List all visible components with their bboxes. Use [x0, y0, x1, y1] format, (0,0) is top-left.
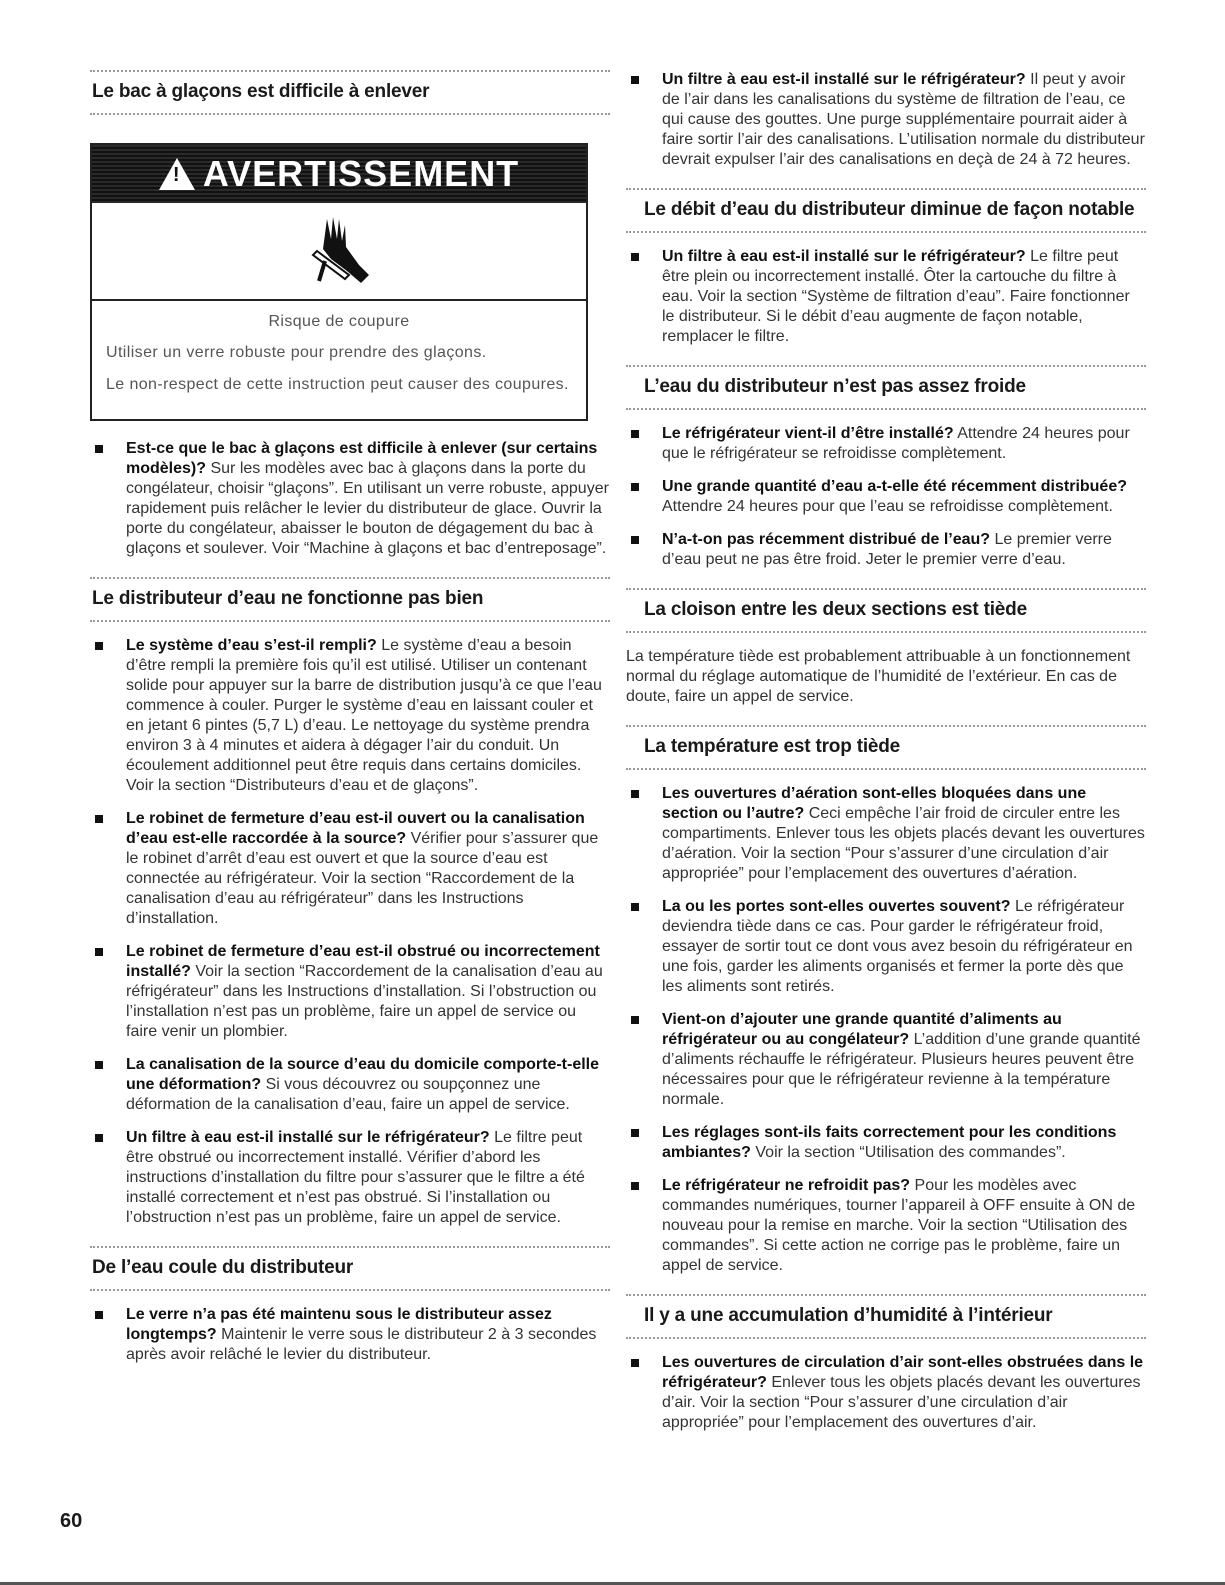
question: La ou les portes sont-elles ouvertes souvent?	[662, 898, 1011, 915]
question-list	[626, 784, 1146, 1276]
question: Le robinet de fermeture d’eau est-il obstrué ou incorrectement installé?	[126, 943, 600, 980]
answer: Attendre 24 heures pour que l’eau se refroidisse complètement.	[662, 498, 1113, 515]
section-title: Le distributeur d’eau ne fonctionne pas bien	[92, 588, 484, 609]
list-item	[90, 1128, 610, 1228]
answer: Voir la section “Raccordement de la canalisation d’eau au réfrigérateur” dans les Instructions d’installation. Si l’obstruction ou l’installation n’est pas un problème, faire un appel de service ou faire venir un plombier.	[126, 963, 603, 1040]
page-number: 60	[60, 1510, 83, 1532]
answer: Le réfrigérateur deviendra tiède dans ce cas. Pour garder le réfrigérateur froid, essayer de sortir tout ce dont vous avez besoin du réfrigérateur en une fois, garder les aliments organisés et fermer la porte dès que les aliments sont retirés.	[662, 898, 1133, 995]
question: Un filtre à eau est-il installé sur le réfrigérateur?	[662, 248, 1026, 265]
section-title: La cloison entre les deux sections est tiède	[644, 599, 1027, 620]
question: Vient-on d’ajouter une grande quantité d’aliments au réfrigérateur ou au congélateur?	[662, 1011, 1062, 1048]
warning-header	[92, 145, 586, 203]
list-item	[626, 477, 1146, 517]
cut-hand-icon	[297, 209, 381, 293]
section-title: De l’eau coule du distributeur	[92, 1257, 354, 1278]
question: Les ouvertures de circulation d’air sont-elles obstruées dans le réfrigérateur?	[662, 1354, 1144, 1391]
question: Le robinet de fermeture d’eau est-il ouvert ou la canalisation d’eau est-elle raccordée à la source?	[126, 810, 585, 847]
section-heading	[90, 577, 610, 622]
question: Les réglages sont-ils faits correctement pour les conditions ambiantes?	[662, 1124, 1117, 1161]
list-item	[626, 530, 1146, 570]
section-heading	[626, 365, 1146, 410]
question: Le réfrigérateur vient-il d’être installé?	[662, 425, 954, 442]
answer: Maintenir le verre sous le distributeur 2 à 3 secondes après avoir relâché le levier du distributeur.	[126, 1326, 597, 1363]
question-list	[90, 439, 610, 559]
answer: Attendre 24 heures pour que le réfrigérateur se refroidisse complètement.	[662, 425, 1130, 462]
answer: Il peut y avoir de l’air dans les canalisations du système de filtration de l’eau, ce qui cause des gouttes. Une purge supplémentaire pourrait aider à faire sortir l’air des canalisations. L’utilisation normale du distributeur devrait expulser l’air des canalisations en deçà de 24 à 72 heures.	[662, 71, 1145, 168]
paragraph: La température tiède est probablement attribuable à un fonctionnement normal du réglage automatique de l’humidité de l’extérieur. En cas de doute, faire un appel de service.	[626, 648, 1131, 705]
answer: Enlever tous les objets placés devant les ouvertures d’air. Voir la section “Pour s’assurer d’une circulation d’air appropriée” pour l’emplacement des ouvertures d’air.	[662, 1374, 1141, 1431]
section-heading	[626, 588, 1146, 633]
warning-box	[90, 143, 588, 421]
question: N’a-t-on pas récemment distribué de l’eau?	[662, 531, 991, 548]
list-item	[90, 942, 610, 1042]
answer: Pour les modèles avec commandes numériques, tourner l’appareil à OFF ensuite à ON de nouveau pour la remise en marche. Voir la section “Utilisation des commandes”. Si cette action ne corrige pas le problème, faire un appel de service.	[662, 1177, 1136, 1274]
question: Un filtre à eau est-il installé sur le réfrigérateur?	[662, 71, 1026, 88]
list-item	[626, 1123, 1146, 1163]
question: Le système d’eau s’est-il rempli?	[126, 637, 377, 654]
warning-icon-area	[92, 203, 586, 301]
question: Le verre n’a pas été maintenu sous le distributeur assez longtemps?	[126, 1306, 552, 1343]
section-heading	[626, 188, 1146, 233]
left-column	[90, 70, 610, 1383]
warning-title: AVERTISSEMENT	[202, 153, 520, 194]
list-item	[90, 809, 610, 929]
question: Un filtre à eau est-il installé sur le réfrigérateur?	[126, 1129, 490, 1146]
answer: Le premier verre d’eau peut ne pas être froid. Jeter le premier verre d’eau.	[662, 531, 1112, 568]
section-title: Le bac à glaçons est difficile à enlever	[92, 81, 430, 102]
section-heading	[90, 1246, 610, 1291]
list-item	[90, 1305, 610, 1365]
answer: Sur les modèles avec bac à glaçons dans la porte du congélateur, choisir “glaçons”. En utilisant un verre robuste, appuyer rapidement puis relâcher le levier du distributeur de glace. Ouvrir la porte du congélateur, abaisser le bouton de dégagement du bac à glaçons et soulever. Voir “Machine à glaçons et bac d’entreposage”.	[126, 460, 609, 557]
question: Les ouvertures d’aération sont-elles bloquées dans une section ou l’autre?	[662, 785, 1087, 822]
answer: Ceci empêche l’air froid de circuler entre les compartiments. Enlever tous les objets placés devant les ouvertures d’aération. Voir la section “Pour s’assurer d’une circulation d’air appropriée” pour l’emplacement des ouvertures d’aération.	[662, 805, 1145, 882]
warning-triangle-icon: !	[159, 158, 195, 190]
list-item	[626, 1010, 1146, 1110]
answer: L’addition d’une grande quantité d’aliments réchauffe le réfrigérateur. Plusieurs heures peuvent être nécessaires pour que le réfrigérateur revienne à la température normale.	[662, 1031, 1141, 1108]
warning-consequence: Le non-respect de cette instruction peut causer des coupures.	[106, 376, 569, 393]
list-item	[90, 439, 610, 559]
question-list	[90, 636, 610, 1228]
answer: Si vous découvrez ou soupçonnez une déformation de la canalisation d’eau, faire un appel de service.	[126, 1076, 570, 1113]
question-list	[626, 70, 1146, 170]
question-list	[626, 1353, 1146, 1433]
warning-body	[92, 301, 586, 419]
list-item	[90, 636, 610, 796]
list-item	[626, 897, 1146, 997]
section-heading	[626, 725, 1146, 770]
list-item	[626, 70, 1146, 170]
answer: Le système d’eau a besoin d’être rempli la première fois qu’il est utilisé. Utiliser un contenant solide pour appuyer sur la barre de distribution jusqu’à ce que l’eau commence à couler. Purger le système d’eau en laissant couler et en jetant 6 pintes (5,7 L) d’eau. Le nettoyage du système prendra environ 3 à 4 minutes et aidera à dégager l’air du conduit. Un écoulement additionnel peut être requis dans certains domiciles. Voir la section “Distributeurs d’eau et de glaçons”.	[126, 637, 602, 794]
answer: Le filtre peut être plein ou incorrectement installé. Ôter la cartouche du filtre à eau. Voir la section “Système de filtration d’eau”. Faire fonctionner le distributeur. Si le débit d’eau augmente de façon notable, remplacer le filtre.	[662, 248, 1130, 345]
section-title: La température est trop tiède	[644, 736, 901, 757]
section-heading	[626, 1294, 1146, 1339]
answer: Vérifier pour s’assurer que le robinet d’arrêt d’eau est ouvert et que la source d’eau est connectée au réfrigérateur. Voir la section “Raccordement de la canalisation d’eau au réfrigérateur” dans les Instructions d’installation.	[126, 830, 599, 927]
list-item	[626, 1353, 1146, 1433]
section-title: Il y a une accumulation d’humidité à l’intérieur	[644, 1305, 1053, 1326]
answer: Le filtre peut être obstrué ou incorrectement installé. Vérifier d’abord les instructions d’installation du filtre pour s’assurer que le filtre a été installé correctement et n’est pas obstrué. Si l’installation ou l’obstruction n’est pas un problème, faire un appel de service.	[126, 1129, 585, 1226]
question-list	[90, 1305, 610, 1365]
warning-instruction: Utiliser un verre robuste pour prendre des glaçons.	[106, 344, 487, 361]
section-title: Le débit d’eau du distributeur diminue de façon notable	[644, 199, 1135, 220]
list-item	[626, 424, 1146, 464]
answer: Voir la section “Utilisation des commandes”.	[755, 1144, 1066, 1161]
section-title: L’eau du distributeur n’est pas assez froide	[644, 376, 1026, 397]
question: Le réfrigérateur ne refroidit pas?	[662, 1177, 911, 1194]
list-item	[626, 1176, 1146, 1276]
warning-risk: Risque de coupure	[268, 313, 410, 330]
section-heading	[90, 70, 610, 115]
question: La canalisation de la source d’eau du domicile comporte-t-elle une déformation?	[126, 1056, 600, 1093]
list-item	[626, 247, 1146, 347]
question-list	[626, 424, 1146, 570]
list-item	[626, 784, 1146, 884]
question: Une grande quantité d’eau a-t-elle été récemment distribuée?	[662, 478, 1127, 495]
list-item	[90, 1055, 610, 1115]
question-list	[626, 247, 1146, 347]
right-column	[626, 70, 1146, 1451]
question: Est-ce que le bac à glaçons est difficile à enlever (sur certains modèles)?	[126, 440, 598, 477]
